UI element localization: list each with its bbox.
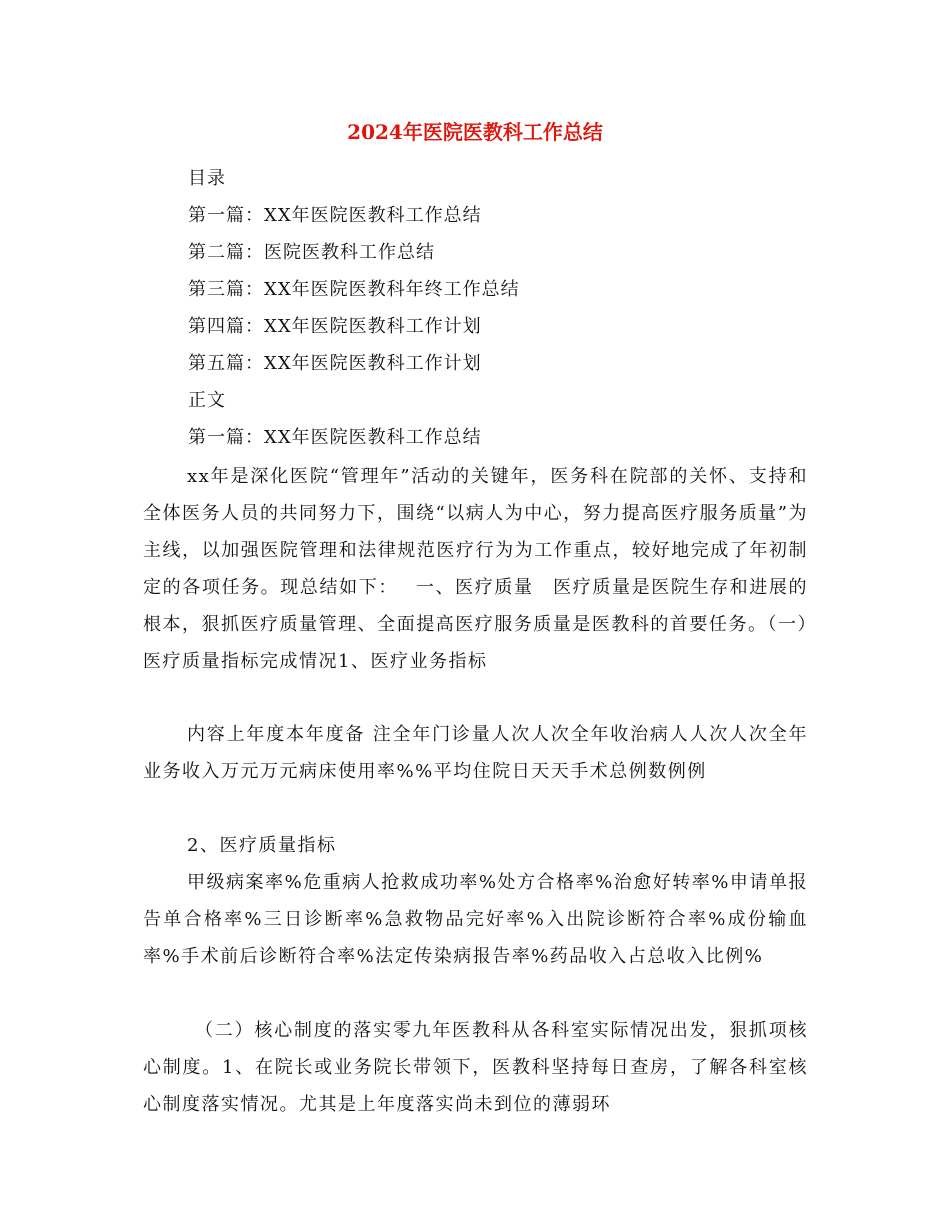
indicator-paragraph: 内容上年度本年度备 注全年门诊量人次人次全年收治病人人次人次全年业务收入万元万元病床使用率%%平均住院日天天手术总例数例例 xyxy=(143,724,808,782)
toc-item: 第三篇：XX年医院医教科年终工作总结 xyxy=(188,279,520,300)
subsection-heading: 2、医疗质量指标 xyxy=(187,835,337,856)
toc-item: 第二篇：医院医教科工作总结 xyxy=(188,242,435,263)
quality-indicator-paragraph: 甲级病案率%危重病人抢救成功率%处方合格率%治愈好转率%申请单报告单合格率%三日诊断率%急救物品完好率%入出院诊断符合率%成份输血率%手术前后诊断符合率%法定传染病报告率%药品收入占总收入比例% xyxy=(143,872,808,967)
toc-item: 第一篇：XX年医院医教科工作总结 xyxy=(188,205,482,226)
body-heading: 正文 xyxy=(188,390,226,411)
body-paragraph: （二）核心制度的落实零九年医教科从各科室实际情况出发，狠抓项核心制度。1、在院长或业务院长带领下，医教科坚持每日查房，了解各科室核心制度落实情况。尤其是上年度落实尚未到位的薄弱环 xyxy=(143,1020,808,1115)
toc-item: 第五篇：XX年医院医教科工作计划 xyxy=(188,353,482,374)
table-of-contents xyxy=(188,160,828,456)
body-paragraph: xx年是深化医院“管理年”活动的关键年，医务科在院部的关怀、支持和全体医务人员的共同努力下，围绕“以病人为中心，努力提高医疗服务质量”为主线，以加强医院管理和法律规范医疗行为为工作重点，较好地完成了年初制定的各项任务。现总结如下： 一、医疗质量 医疗质量是医院生存和进展的根本，狠抓医疗质量管理、全面提高医疗服务质量是医教科的首要任务。（一）医疗质量指标完成情况1、医疗业务指标 xyxy=(143,466,808,672)
toc-heading: 目录 xyxy=(188,168,226,189)
section-heading: 第一篇：XX年医院医教科工作总结 xyxy=(188,427,482,448)
document-title: 2024年医院医教科工作总结 xyxy=(347,120,603,144)
toc-item: 第四篇：XX年医院医教科工作计划 xyxy=(188,316,482,337)
